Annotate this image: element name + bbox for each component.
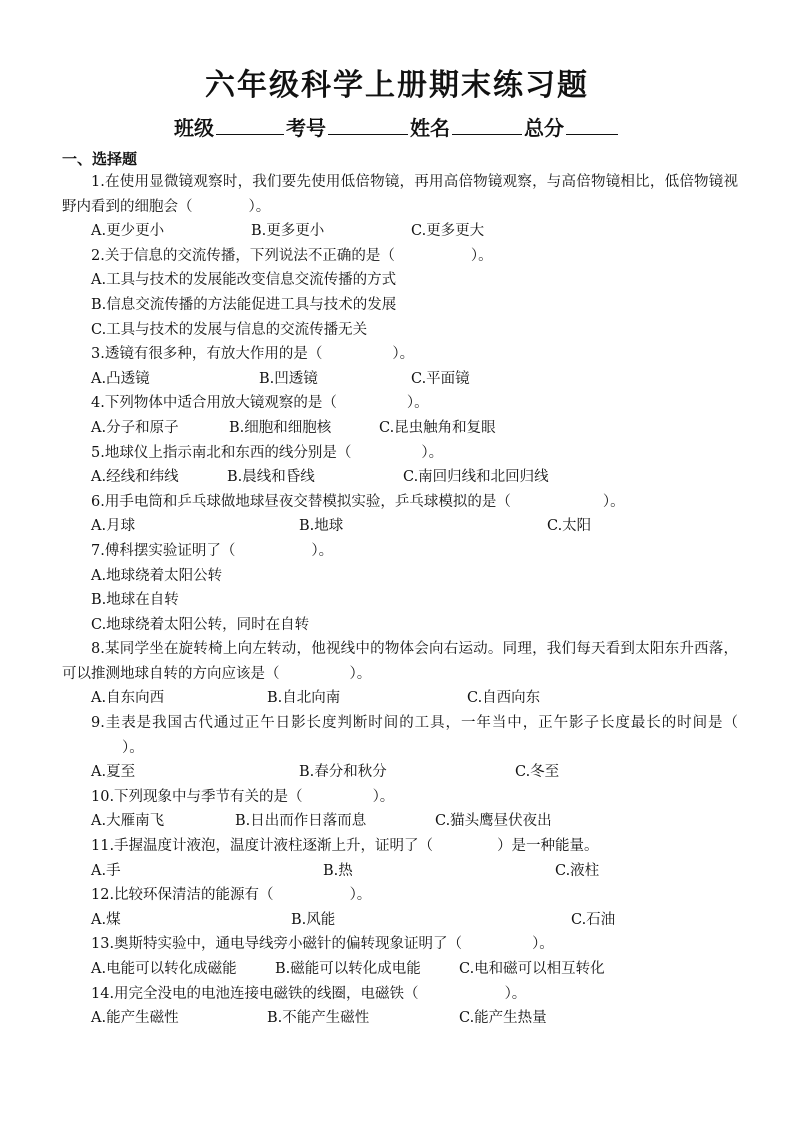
option-c[interactable]: C.电和磁可以相互转化 bbox=[459, 961, 605, 977]
option-a[interactable]: A.经线和纬线 bbox=[91, 469, 179, 486]
option-a[interactable]: A.月球 bbox=[91, 518, 136, 535]
option-c[interactable]: C.南回归线和北回归线 bbox=[403, 469, 549, 486]
question-options-6 bbox=[62, 514, 738, 539]
question-stem-8: 8.某同学坐在旋转椅上向左转动，他视线中的物体会向右运动。同理，我们每天看到太阳东升西落，可以推测地球自转的方向应该是（ ）。 bbox=[62, 641, 738, 682]
question-stem-2: 2.关于信息的交流传播，下列说法不正确的是（ ）。 bbox=[91, 247, 493, 264]
question-stem-7: 7.傅科摆实验证明了（ ）。 bbox=[91, 542, 334, 559]
question-stem-1: 1.在使用显微镜观察时，我们要先使用低倍物镜，再用高倍物镜观察，与高倍物镜相比，低倍物镜视野内看到的细胞会（ ）。 bbox=[62, 174, 738, 215]
question-options-12 bbox=[62, 908, 738, 933]
option-c[interactable]: C.工具与技术的发展与信息的交流传播无关 bbox=[91, 321, 368, 338]
option-b[interactable]: B.更多更小 bbox=[251, 223, 325, 240]
option-c[interactable]: C.自西向东 bbox=[467, 690, 541, 707]
option-a[interactable]: A.凸透镜 bbox=[91, 370, 150, 387]
option-a[interactable]: A.更少更小 bbox=[91, 223, 165, 240]
option-a[interactable]: A.夏至 bbox=[91, 764, 136, 781]
total-blank[interactable] bbox=[566, 116, 618, 135]
option-b[interactable]: B.春分和秋分 bbox=[299, 764, 387, 781]
option-c[interactable]: C.石油 bbox=[571, 911, 616, 928]
option-b[interactable]: B.自北向南 bbox=[267, 690, 341, 707]
question-options-11 bbox=[62, 859, 738, 884]
question-stem-13: 13.奥斯特实验中，通电导线旁小磁针的偏转现象证明了（ ）。 bbox=[91, 936, 554, 953]
section-title: 一、选择题 bbox=[62, 150, 138, 168]
option-b[interactable]: B.信息交流传播的方法能促进工具与技术的发展 bbox=[91, 296, 397, 313]
option-b[interactable]: B.日出而作日落而息 bbox=[235, 813, 367, 830]
option-a[interactable]: A.地球绕着太阳公转 bbox=[91, 567, 223, 584]
question-options-4 bbox=[62, 416, 738, 441]
option-b[interactable]: B.晨线和昏线 bbox=[227, 469, 315, 486]
page-title: 六年级科学上册期末练习题 bbox=[205, 68, 589, 103]
option-a[interactable]: A.大雁南飞 bbox=[91, 813, 165, 830]
option-c[interactable]: C.昆虫触角和复眼 bbox=[379, 419, 496, 436]
total-label: 总分 bbox=[524, 116, 564, 140]
exam-no-blank[interactable] bbox=[328, 116, 408, 135]
class-label: 班级 bbox=[174, 116, 214, 140]
option-b[interactable]: B.凹透镜 bbox=[259, 370, 318, 387]
option-a[interactable]: A.手 bbox=[91, 862, 121, 879]
option-c[interactable]: C.能产生热量 bbox=[459, 1010, 547, 1027]
question-stem-9: 9.圭表是我国古代通过正午日影长度判断时间的工具，一年当中，正午影子长度最长的时间是（）。 bbox=[91, 715, 738, 756]
option-c[interactable]: C.冬至 bbox=[515, 764, 560, 781]
question-stem-3: 3.透镜有很多种，有放大作用的是（ ）。 bbox=[91, 346, 415, 363]
option-a[interactable]: A.分子和原子 bbox=[91, 419, 179, 436]
option-c[interactable]: C.液柱 bbox=[555, 862, 600, 879]
option-c[interactable]: C.地球绕着太阳公转，同时在自转 bbox=[91, 616, 310, 633]
question-options-1 bbox=[62, 219, 738, 244]
student-info-line bbox=[0, 112, 794, 141]
option-a[interactable]: A.煤 bbox=[91, 911, 121, 928]
question-stem-4: 4.下列物体中适合用放大镜观察的是（ ）。 bbox=[91, 395, 429, 412]
option-a[interactable]: A.电能可以转化成磁能 bbox=[91, 961, 237, 977]
question-list bbox=[62, 170, 738, 1031]
name-label: 姓名 bbox=[410, 116, 450, 140]
option-c[interactable]: C.太阳 bbox=[547, 518, 592, 535]
option-a[interactable]: A.工具与技术的发展能改变信息交流传播的方式 bbox=[91, 272, 397, 289]
name-blank[interactable] bbox=[452, 116, 522, 135]
class-blank[interactable] bbox=[216, 116, 284, 135]
option-b[interactable]: B.磁能可以转化成电能 bbox=[275, 961, 421, 977]
option-b[interactable]: B.细胞和细胞核 bbox=[229, 419, 332, 436]
option-c[interactable]: C.更多更大 bbox=[411, 223, 485, 240]
question-options-8 bbox=[62, 686, 738, 711]
option-b[interactable]: B.不能产生磁性 bbox=[267, 1010, 370, 1027]
question-options-9 bbox=[62, 760, 738, 785]
option-a[interactable]: A.自东向西 bbox=[91, 690, 165, 707]
question-options-13 bbox=[62, 957, 738, 982]
option-c[interactable]: C.猫头鹰昼伏夜出 bbox=[435, 813, 552, 830]
option-b[interactable]: B.地球 bbox=[299, 518, 344, 535]
question-stem-12: 12.比较环保清洁的能源有（ ）。 bbox=[91, 887, 372, 904]
question-options-5 bbox=[62, 465, 738, 490]
question-stem-10: 10.下列现象中与季节有关的是（ ）。 bbox=[91, 788, 395, 805]
option-b[interactable]: B.热 bbox=[323, 862, 353, 879]
exam-no-label: 考号 bbox=[286, 116, 326, 140]
option-c[interactable]: C.平面镜 bbox=[411, 370, 470, 387]
question-options-14 bbox=[62, 1006, 738, 1031]
question-stem-5: 5.地球仪上指示南北和东西的线分别是（ ）。 bbox=[91, 444, 444, 461]
question-stem-14: 14.用完全没电的电池连接电磁铁的线圈，电磁铁（ ）。 bbox=[91, 985, 527, 1002]
option-b[interactable]: B.风能 bbox=[291, 911, 336, 928]
question-stem-11: 11.手握温度计液泡，温度计液柱逐渐上升，证明了（ ）是一种能量。 bbox=[91, 838, 599, 855]
question-options-3 bbox=[62, 367, 738, 392]
option-a[interactable]: A.能产生磁性 bbox=[91, 1010, 179, 1027]
option-b[interactable]: B.地球在自转 bbox=[91, 592, 179, 609]
question-stem-6: 6.用手电筒和乒乓球做地球昼夜交替模拟实验，乒乓球模拟的是（ ）。 bbox=[91, 493, 625, 510]
question-options-10 bbox=[62, 809, 738, 834]
